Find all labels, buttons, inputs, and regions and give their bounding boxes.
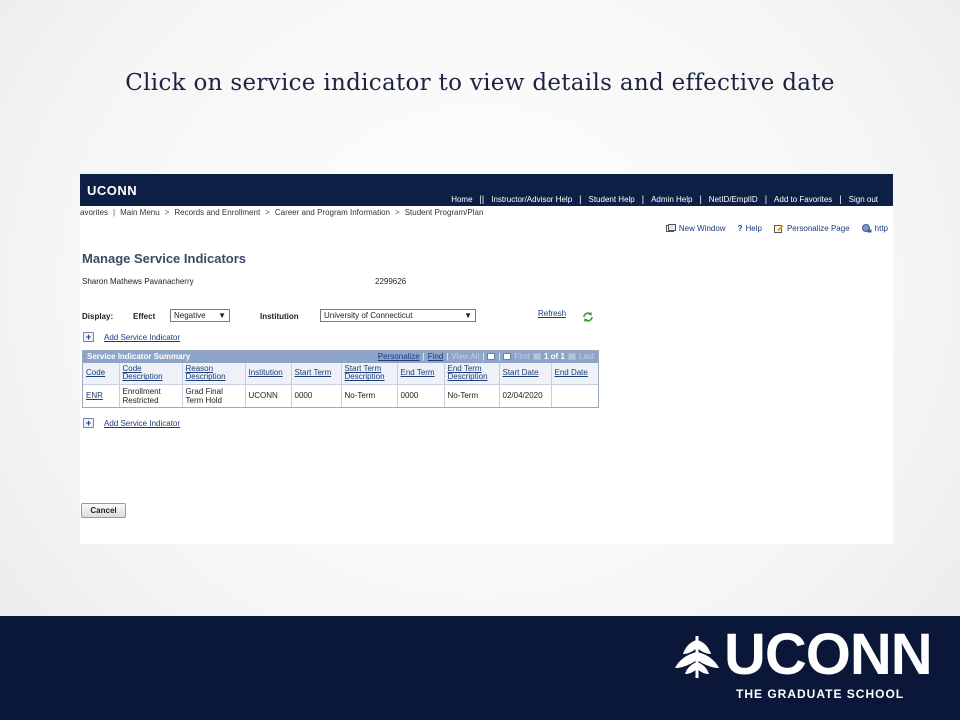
table-cell: 0000 bbox=[291, 384, 341, 407]
breadcrumb-favorites[interactable]: avorites bbox=[80, 207, 109, 217]
table-cell bbox=[551, 384, 598, 407]
grid-title: Service Indicator Summary bbox=[87, 352, 191, 361]
new-window-icon bbox=[666, 224, 676, 233]
slide-title: Click on service indicator to view details and effective date bbox=[125, 70, 835, 96]
table-cell: No-Term bbox=[444, 384, 499, 407]
refresh-link[interactable]: Refresh bbox=[538, 309, 567, 318]
previous-icon[interactable] bbox=[533, 353, 541, 360]
column-header[interactable]: End Term bbox=[397, 363, 444, 384]
next-icon[interactable] bbox=[568, 353, 576, 360]
link-icon bbox=[862, 224, 872, 233]
header-bar bbox=[80, 174, 893, 206]
column-header[interactable]: End Date bbox=[551, 363, 598, 384]
column-header[interactable]: End Term Description bbox=[444, 363, 499, 384]
student-name: Sharon Mathews Pavanacherry bbox=[82, 277, 194, 286]
http-button[interactable]: http bbox=[862, 224, 888, 233]
chevron-down-icon: ▼ bbox=[218, 311, 226, 320]
grid-tools: Personalize | Find | View All | | First 1 of 1 Last bbox=[377, 352, 594, 361]
last-link[interactable]: Last bbox=[578, 352, 594, 361]
add-icon[interactable]: + bbox=[83, 418, 94, 428]
display-filters bbox=[82, 308, 602, 324]
chevron-down-icon: ▼ bbox=[464, 311, 472, 320]
peoplesoft-screenshot bbox=[80, 174, 893, 544]
page-toolbar bbox=[666, 224, 888, 233]
column-header[interactable]: Start Term bbox=[291, 363, 341, 384]
table-row bbox=[83, 384, 598, 407]
service-indicator-grid bbox=[82, 350, 599, 408]
uconn-logo: UCONN bbox=[87, 183, 138, 198]
service-indicator-code-link[interactable]: ENR bbox=[83, 384, 119, 407]
institution-select[interactable]: University of Connecticut ▼ bbox=[320, 309, 476, 322]
breadcrumb-records-enrollment[interactable]: Records and Enrollment bbox=[174, 207, 261, 217]
table-header-row bbox=[83, 363, 598, 384]
cancel-button[interactable]: Cancel bbox=[81, 503, 126, 518]
help-icon: ? bbox=[737, 224, 743, 233]
paging-count: 1 of 1 bbox=[543, 352, 565, 361]
breadcrumb: avorites | Main Menu > Records and Enrollment > Career and Program Information > Student Program/Plan bbox=[80, 206, 893, 218]
new-window-button[interactable]: New Window bbox=[666, 224, 726, 233]
breadcrumb-main-menu[interactable]: Main Menu bbox=[120, 207, 160, 217]
table-cell: Grad Final Term Hold bbox=[182, 384, 245, 407]
column-header[interactable]: Code bbox=[83, 363, 119, 384]
breadcrumb-career-program[interactable]: Career and Program Information bbox=[274, 207, 391, 217]
graduate-school-label: THE GRADUATE SCHOOL bbox=[736, 687, 905, 701]
refresh-icon[interactable] bbox=[582, 311, 594, 323]
uconn-oak-leaf-icon bbox=[673, 634, 721, 680]
table-cell: No-Term bbox=[341, 384, 397, 407]
personalize-page-button[interactable]: Personalize Page bbox=[774, 224, 850, 233]
help-button[interactable]: ? Help bbox=[737, 224, 762, 233]
download-icon[interactable] bbox=[487, 353, 495, 360]
add-service-indicator-link[interactable]: Add Service Indicator bbox=[104, 418, 181, 428]
display-label: Display: bbox=[82, 312, 114, 321]
netid-emplid-link[interactable]: NetID/EmplID bbox=[708, 194, 758, 204]
institution-label: Institution bbox=[260, 312, 299, 321]
column-header[interactable]: Institution bbox=[245, 363, 291, 384]
table-cell: UCONN bbox=[245, 384, 291, 407]
add-service-indicator-bottom bbox=[83, 418, 180, 428]
table-cell: 02/04/2020 bbox=[499, 384, 551, 407]
instructor-advisor-help-link[interactable]: Instructor/Advisor Help bbox=[491, 194, 573, 204]
service-indicator-table bbox=[83, 363, 598, 407]
uconn-wordmark: UCONN bbox=[724, 622, 932, 687]
first-link[interactable]: First bbox=[514, 352, 530, 361]
column-header[interactable]: Start Term Description bbox=[341, 363, 397, 384]
column-header[interactable]: Reason Description bbox=[182, 363, 245, 384]
personalize-link[interactable]: Personalize bbox=[377, 352, 420, 361]
effect-select[interactable]: Negative ▼ bbox=[170, 309, 230, 322]
breadcrumb-student-program-plan[interactable]: Student Program/Plan bbox=[404, 207, 484, 217]
grid-header bbox=[83, 351, 598, 363]
sign-out-link[interactable]: Sign out bbox=[848, 194, 878, 204]
page-title: Manage Service Indicators bbox=[82, 251, 247, 266]
view-all-link[interactable]: View All bbox=[451, 352, 480, 361]
student-help-link[interactable]: Student Help bbox=[588, 194, 635, 204]
find-link[interactable]: Find bbox=[427, 352, 444, 361]
add-service-indicator-top bbox=[83, 332, 180, 342]
table-cell: Enrollment Restricted bbox=[119, 384, 182, 407]
add-icon[interactable]: + bbox=[83, 332, 94, 342]
header-links: Home | | Instructor/Advisor Help | Student Help | Admin Help | NetID/EmplID | Add to Favorites | Sign out bbox=[444, 194, 885, 204]
home-link[interactable]: Home bbox=[451, 194, 473, 204]
grid-icon[interactable] bbox=[503, 353, 511, 360]
edit-page-icon bbox=[774, 224, 784, 233]
add-service-indicator-link[interactable]: Add Service Indicator bbox=[104, 332, 181, 342]
add-to-favorites-link[interactable]: Add to Favorites bbox=[774, 194, 833, 204]
effect-label: Effect bbox=[133, 312, 156, 321]
table-cell: 0000 bbox=[397, 384, 444, 407]
student-id: 2299626 bbox=[375, 277, 407, 286]
column-header[interactable]: Code Description bbox=[119, 363, 182, 384]
column-header[interactable]: Start Date bbox=[499, 363, 551, 384]
admin-help-link[interactable]: Admin Help bbox=[651, 194, 693, 204]
